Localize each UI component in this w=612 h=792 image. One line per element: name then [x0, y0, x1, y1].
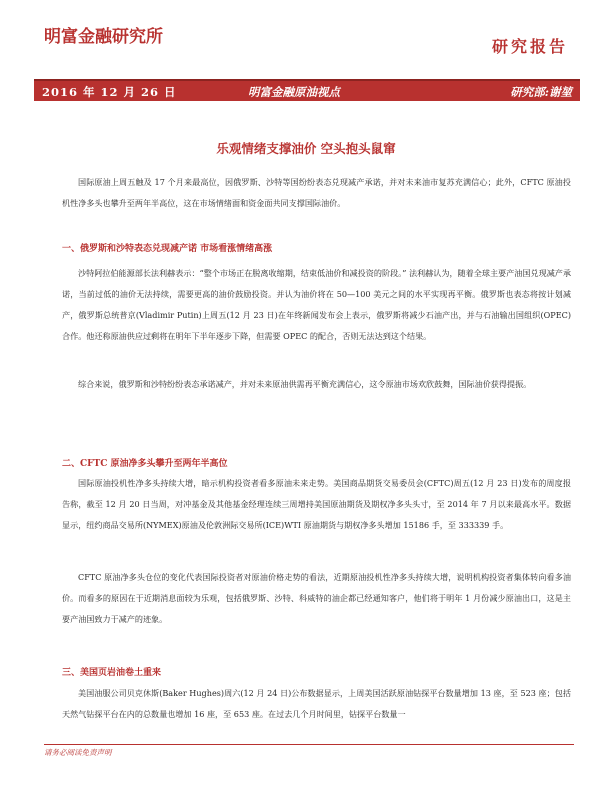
intro-paragraph: 国际原油上周五触及 17 个月来最高位，因俄罗斯、沙特等国纷纷表态兑现减产承诺，并对未来油市复苏充满信心；此外，CFTC 原油投机性净多头也攀升至两年半高位，这在市场情绪面和资金面共同支撑国际油价。: [62, 177, 571, 208]
column-name: 明富金融原油视点: [248, 85, 340, 99]
section-3-heading: 三、美国页岩油卷土重来: [62, 668, 162, 678]
section-1-paragraph-2: 综合来说，俄罗斯和沙特纷纷表态承诺减产，并对未来原油供需再平衡充满信心，这令原油市场欢欣鼓舞，国际油价获得提振。: [78, 379, 532, 389]
section-3-paragraph-1: 美国油服公司贝克休斯(Baker Hughes)周六(12 月 24 日)公布数据显示，上周美国活跃原油钻探平台数量增加 13 座，至 523 座；包括天然气钻探平台在内的总数量也增加 16 座，至 653 座。在过去几个月时间里，钻探平台数量一: [62, 688, 571, 719]
report-type-title: 研究报告: [491, 37, 568, 56]
section-2-heading: 二、CFTC 原油净多头攀升至两年半高位: [62, 459, 228, 469]
section-1-heading: 一、俄罗斯和沙特表态兑现减产诺 市场看涨情绪高涨: [62, 244, 273, 254]
header-banner: [34, 79, 580, 101]
section-2-paragraph-1: 国际原油投机性净多头持续大增，暗示机构投资者看多原油未来走势。美国商品期货交易委员会(CFTC)周五(12 月 23 日)发布的周度报告称，截至 12 月 20 日当周，对冲基金及其他基金经理连续三周增持美国原油期货及期权净多头头寸，至 2014 年 7 月以来最高水平。数据显示，纽约商品交易所(NYMEX)原油及伦敦洲际交易所(ICE)WTI 原油期货与期权净多头增加 15186 手，至 333339 手。: [62, 478, 571, 530]
footer-disclaimer[interactable]: 请务必阅读免责声明: [44, 744, 574, 758]
section-2-paragraph-2: CFTC 原油净多头仓位的变化代表国际投资者对原油价格走势的看法，近期原油投机性净多头持续大增，说明机构投资者集体转向看多油价。而看多的原因在于近期消息面较为乐观，包括俄罗斯、沙特、科威特的油企都已经通知客户，他们将于明年 1 月份减少原油出口，这是主要产油国致力于减产的迹象。: [62, 572, 571, 624]
section-1-paragraph-1: 沙特阿拉伯能源部长法利赫表示：“整个市场正在脱离收缩期，结束低油价和减投资的阶段。” 法利赫认为，随着全球主要产油国兑现减产承诺，当前过低的油价无法持续，需要更高的油价鼓励投资。并认为油价将在 50—100 美元之间的水平实现再平衡。俄罗斯也表态将按计划减产，俄罗斯总统普京(Vladimir Putin)上周五(12 月 23 日)在年终新闻发布会上表示，俄罗斯将减少石油产出，并与石油输出国组织(OPEC)合作。他还称原油供应过剩将在明年下半年逐步下降，但需要 OPEC 的配合，否则无法达到这个结果。: [62, 268, 571, 341]
company-logo: 明富金融研究所: [44, 27, 163, 47]
report-date: 2016 年 12 月 26 日: [42, 85, 177, 99]
article-title: 乐观情绪支撑油价 空头抱头鼠窜: [216, 141, 396, 156]
author-dept: 研究部:谢堃: [510, 85, 572, 99]
